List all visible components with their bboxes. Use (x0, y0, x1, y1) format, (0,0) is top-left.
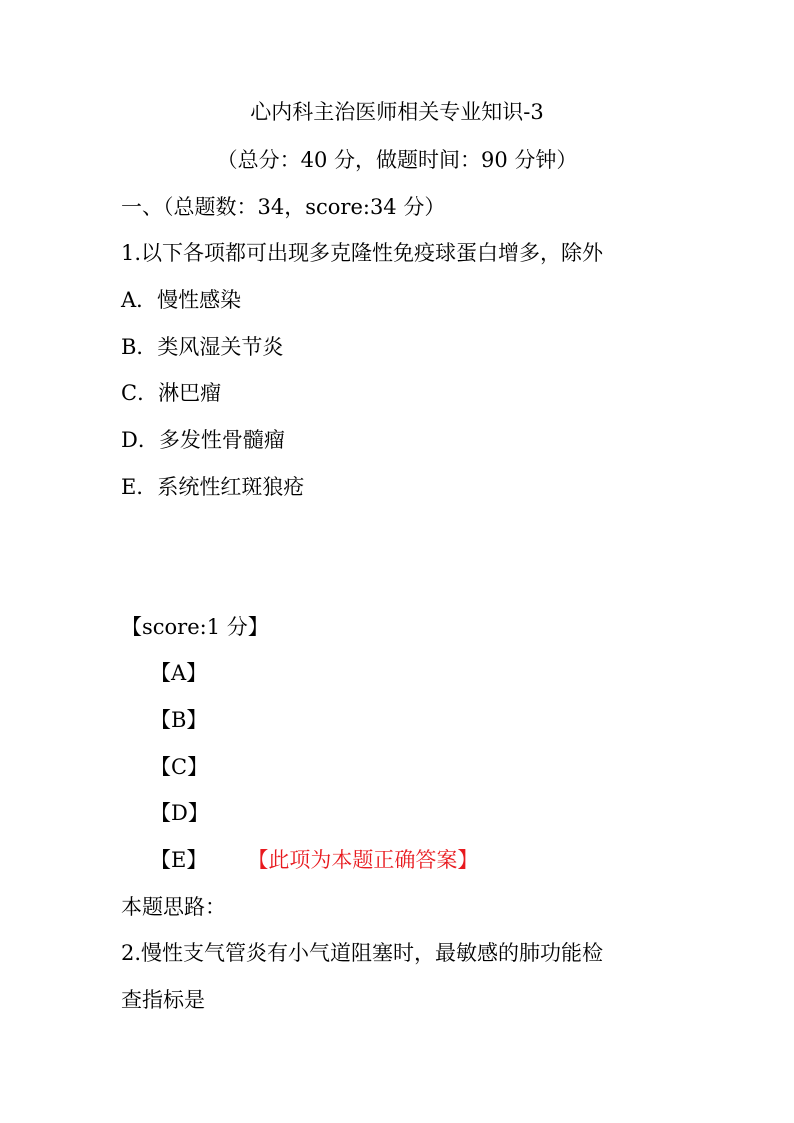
question-stem: 1.以下各项都可出现多克隆性免疫球蛋白增多，除外 (121, 241, 604, 265)
option-a: A．慢性感染 (121, 288, 242, 312)
answer-b: 【B】 (150, 708, 208, 732)
section-header: 一、（总题数：34，score:34 分） (121, 195, 446, 219)
answer-a: 【A】 (150, 661, 208, 685)
question-stem-continued: 查指标是 (121, 988, 205, 1012)
answer-d: 【D】 (150, 801, 209, 825)
page-title: 心内科主治医师相关专业知识-3 (250, 100, 544, 124)
answer-e: 【E】 (150, 848, 208, 872)
question-stem: 2.慢性支气管炎有小气道阻塞时，最敏感的肺功能检 (121, 941, 604, 965)
option-c: C．淋巴瘤 (121, 381, 222, 405)
option-d: D．多发性骨髓瘤 (121, 428, 285, 452)
answer-e-row (150, 846, 478, 874)
answer-c: 【C】 (150, 755, 209, 779)
score-label: 【score:1 分】 (121, 615, 269, 639)
analysis-label: 本题思路： (121, 895, 226, 919)
correct-answer-marker: 【此项为本题正确答案】 (247, 848, 479, 872)
option-e: E．系统性红斑狼疮 (121, 475, 305, 499)
exam-info: （总分：40 分，做题时间：90 分钟） (216, 148, 578, 172)
option-b: B．类风湿关节炎 (121, 335, 284, 359)
